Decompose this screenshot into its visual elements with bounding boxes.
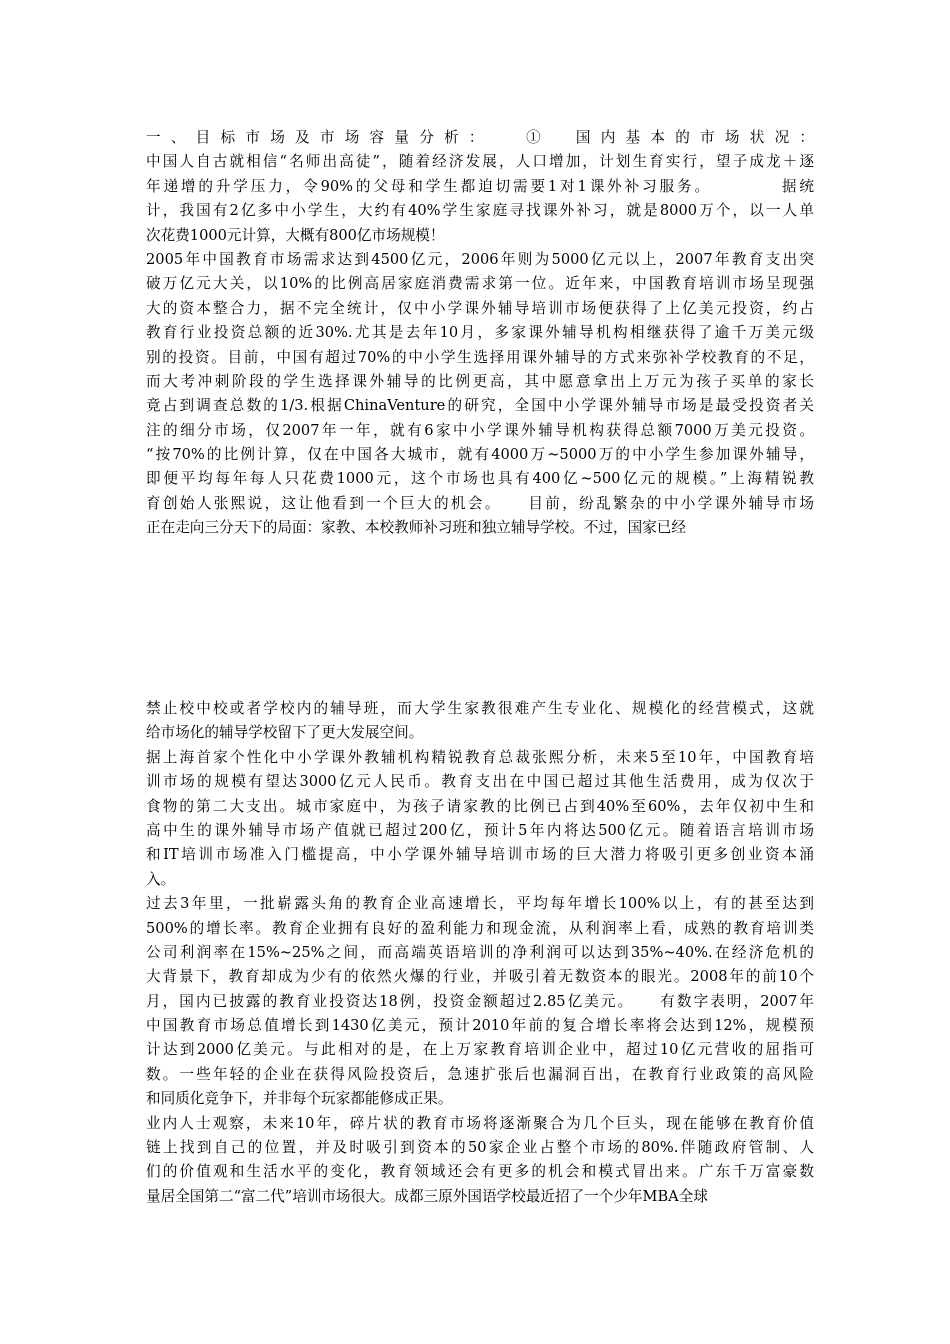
paragraph-bottom-line: 过去3年里，一批崭露头角的教育企业高速增长，平均每年增长100%以上，有的甚至达到 <box>146 895 814 913</box>
paragraph-top-line: 一、目标市场及市场容量分析： ① 国内基本的市场状况： <box>146 129 814 146</box>
paragraph-bottom-line: 数。一些年轻的企业在获得风险投资后，急速扩张后也漏洞百出，在教育行业政策的高风险 <box>146 1065 814 1083</box>
paragraph-bottom-line: 计达到2000亿美元。与此相对的是，在上万家教育培训企业中，超过10亿元营收的屈指可 <box>146 1041 814 1059</box>
paragraph-bottom-line: 业内人士观察，未来10年，碎片状的教育市场将逐渐聚合为几个巨头，现在能够在教育价值 <box>146 1114 814 1132</box>
paragraph-top-line: 次花费1000元计算，大概有800亿市场规模！ <box>146 226 445 244</box>
paragraph-top-line: 2005年中国教育市场需求达到4500亿元，2006年则为5000亿元以上，2007年教育支出突 <box>146 250 814 268</box>
text-block-top <box>146 126 814 541</box>
paragraph-bottom-line: 们的价值观和生活水平的变化，教育领域还会有更多的机会和模式冒出来。广东千万富豪数 <box>146 1163 814 1181</box>
paragraph-top-line: 破万亿元大关，以10%的比例高居家庭消费需求第一位。近年来，中国教育培训市场呈现强 <box>146 275 814 293</box>
paragraph-bottom-line: 据上海首家个性化中小学课外教辅机构精锐教育总裁张熙分析，未来5至10年，中国教育培 <box>146 748 814 766</box>
paragraph-bottom-line: 禁止校中校或者学校内的辅导班，而大学生家教很难产生专业化、规模化的经营模式，这就 <box>146 700 814 717</box>
paragraph-bottom-line: 训市场的规模有望达3000亿元人民币。教育支出在中国已超过其他生活费用，成为仅次于 <box>146 773 814 791</box>
paragraph-bottom-line: 高中生的课外辅导市场产值就已超过200亿，预计5年内将达500亿元。随着语言培训市场 <box>146 821 814 839</box>
paragraph-top-line: 教育行业投资总额的近30%.尤其是去年10月，多家课外辅导机构相继获得了逾千万美元级 <box>146 324 814 342</box>
paragraph-top-line: 别的投资。目前，中国有超过70%的中小学生选择用课外辅导的方式来弥补学校教育的不足， <box>146 348 814 366</box>
text-block-bottom <box>146 697 814 1209</box>
paragraph-bottom-line: 和IT培训市场准入门槛提高，中小学课外辅导培训市场的巨大潜力将吸引更多创业资本涌 <box>146 846 814 864</box>
paragraph-bottom-line: 入。 <box>146 870 176 888</box>
paragraph-bottom-line: 月，国内已披露的教育业投资达18例，投资金额超过2.85亿美元。 有数字表明，2007年 <box>146 992 814 1010</box>
paragraph-bottom-line: 链上找到自己的位置，并及时吸引到资本的50家企业占整个市场的80%.伴随政府管制、人 <box>146 1139 814 1157</box>
paragraph-top-line: 而大考冲刺阶段的学生选择课外辅导的比例更高，其中愿意拿出上万元为孩子买单的家长 <box>146 372 814 390</box>
paragraph-bottom-line: 大背景下，教育却成为少有的依然火爆的行业，并吸引着无数资本的眼光。2008年的前10个 <box>146 968 814 986</box>
paragraph-bottom-line: 量居全国第二“富二代”培训市场很大。成都三原外国语学校最近招了一个少年MBA全球 <box>146 1187 708 1205</box>
paragraph-top-line: 即便平均每年每人只花费1000元，这个市场也具有400亿~500亿元的规模。”上海精锐教 <box>146 470 814 488</box>
paragraph-bottom-line: 500%的增长率。教育企业拥有良好的盈利能力和现金流，从利润率上看，成熟的教育培训类 <box>146 919 814 937</box>
paragraph-top-line: 大的资本整合力，据不完全统计，仅中小学课外辅导培训市场便获得了上亿美元投资，约占 <box>146 299 814 317</box>
paragraph-top-line: 竟占到调查总数的1/3.根据ChinaVenture的研究，全国中小学课外辅导市场是最受投资者关 <box>146 397 814 415</box>
paragraph-top-line: 注的细分市场，仅2007年一年，就有6家中小学课外辅导机构获得总额7000万美元投资。 <box>146 421 814 439</box>
paragraph-top-line: “按70%的比例计算，仅在中国各大城市，就有4000万~5000万的中小学生参加课外辅导， <box>146 446 814 464</box>
paragraph-bottom-line: 食物的第二大支出。城市家庭中，为孩子请家教的比例已占到40%至60%，去年仅初中生和 <box>146 797 814 815</box>
paragraph-bottom-line: 中国教育市场总值增长到1430亿美元，预计2010年前的复合增长率将会达到12%，规模预 <box>146 1017 814 1035</box>
paragraph-top-line: 中国人自古就相信“名师出高徒”，随着经济发展，人口增加，计划生育实行，望子成龙＋逐 <box>146 153 814 171</box>
paragraph-top-line: 育创始人张熙说，这让他看到一个巨大的机会。 目前，纷乱繁杂的中小学课外辅导市场 <box>146 494 814 512</box>
paragraph-bottom-line: 公司利润率在15%~25%之间，而高端英语培训的净利润可以达到35%~40%.在经济危机的 <box>146 943 814 961</box>
paragraph-top-line: 正在走向三分天下的局面：家教、本校教师补习班和独立辅导学校。不过，国家已经 <box>146 519 686 537</box>
paragraph-top-line: 年递增的升学压力，令90%的父母和学生都迫切需要1对1课外补习服务。 据统 <box>146 177 814 195</box>
paragraph-bottom-line: 给市场化的辅导学校留下了更大发展空间。 <box>146 724 424 742</box>
paragraph-bottom-line: 和同质化竞争下，并非每个玩家都能修成正果。 <box>146 1090 453 1108</box>
paragraph-top-line: 计，我国有2亿多中小学生，大约有40%学生家庭寻找课外补习，就是8000万个，以一人单 <box>146 202 814 220</box>
